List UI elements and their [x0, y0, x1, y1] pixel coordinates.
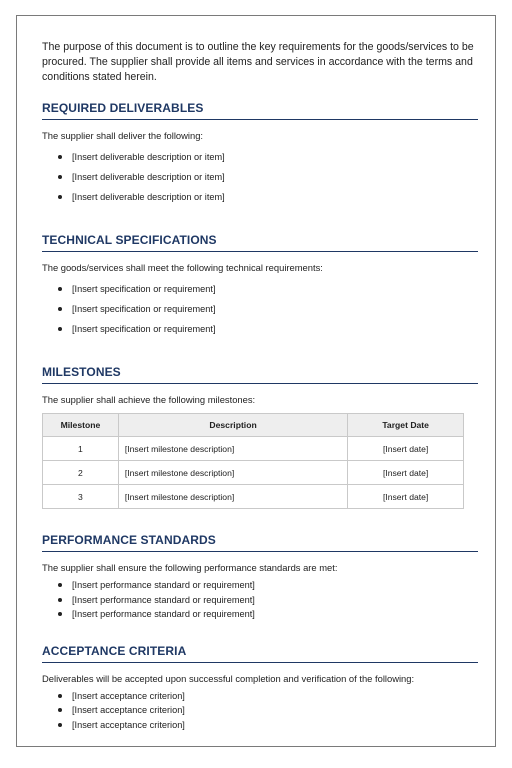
- section-heading-milestones: MILESTONES: [42, 365, 478, 384]
- column-header-description: Description: [118, 414, 347, 437]
- bullet-icon: [58, 307, 62, 311]
- deliverables-list: [42, 147, 478, 207]
- section-heading-performance: PERFORMANCE STANDARDS: [42, 533, 478, 552]
- list-item: [Insert acceptance criterion]: [42, 718, 478, 733]
- section-lead-acceptance: Deliverables will be accepted upon successful completion and verification of the following:: [42, 672, 415, 684]
- column-header-milestone: Milestone: [43, 414, 119, 437]
- list-item: [Insert specification or requirement]: [42, 279, 478, 299]
- milestones-table: [42, 413, 464, 509]
- bullet-icon: [58, 175, 62, 179]
- bullet-icon: [58, 155, 62, 159]
- list-item: [Insert specification or requirement]: [42, 319, 478, 339]
- milestone-number: 1: [43, 437, 119, 461]
- technical-list: [42, 279, 478, 339]
- list-item: [Insert specification or requirement]: [42, 299, 478, 319]
- list-item: [Insert performance standard or requirement]: [42, 593, 478, 608]
- section-lead-milestones: The supplier shall achieve the following milestones:: [42, 394, 256, 405]
- bullet-icon: [58, 195, 62, 199]
- list-item: [Insert performance standard or requirement]: [42, 607, 478, 622]
- section-lead-performance: The supplier shall ensure the following performance standards are met:: [42, 562, 338, 573]
- bullet-icon: [58, 694, 62, 698]
- list-item: [Insert deliverable description or item]: [42, 167, 478, 187]
- milestone-date: [Insert date]: [348, 437, 464, 461]
- table-header-row: [43, 414, 464, 437]
- section-milestones: [42, 365, 478, 509]
- milestone-date: [Insert date]: [348, 461, 464, 485]
- milestone-description: [Insert milestone description]: [118, 437, 347, 461]
- milestone-description: [Insert milestone description]: [118, 461, 347, 485]
- section-lead-technical: The goods/services shall meet the following technical requirements:: [42, 262, 323, 273]
- bullet-icon: [58, 583, 62, 587]
- section-technical: [42, 233, 478, 339]
- column-header-target-date: Target Date: [348, 414, 464, 437]
- document-content: [42, 40, 478, 732]
- table-row: [43, 485, 464, 509]
- section-lead-deliverables: The supplier shall deliver the following:: [42, 130, 204, 141]
- section-heading-acceptance: ACCEPTANCE CRITERIA: [42, 644, 478, 663]
- list-item: [Insert acceptance criterion]: [42, 703, 478, 718]
- list-item: [Insert deliverable description or item]: [42, 187, 478, 207]
- list-item: [Insert deliverable description or item]: [42, 147, 478, 167]
- document-page: [16, 15, 496, 747]
- section-heading-deliverables: REQUIRED DELIVERABLES: [42, 101, 478, 120]
- bullet-icon: [58, 708, 62, 712]
- milestone-date: [Insert date]: [348, 485, 464, 509]
- bullet-icon: [58, 723, 62, 727]
- milestone-description: [Insert milestone description]: [118, 485, 347, 509]
- acceptance-list: [42, 689, 478, 733]
- section-acceptance: [42, 644, 478, 733]
- list-item: [Insert performance standard or requirement]: [42, 578, 478, 593]
- section-heading-technical: TECHNICAL SPECIFICATIONS: [42, 233, 478, 252]
- list-item: [Insert acceptance criterion]: [42, 689, 478, 704]
- performance-list: [42, 578, 478, 622]
- bullet-icon: [58, 598, 62, 602]
- section-deliverables: [42, 101, 478, 207]
- milestone-number: 2: [43, 461, 119, 485]
- table-row: [43, 461, 464, 485]
- milestone-number: 3: [43, 485, 119, 509]
- bullet-icon: [58, 612, 62, 616]
- bullet-icon: [58, 287, 62, 291]
- table-row: [43, 437, 464, 461]
- section-performance: [42, 533, 478, 622]
- bullet-icon: [58, 327, 62, 331]
- intro-paragraph: The purpose of this document is to outline the key requirements for the goods/services to be procured. The supplier shall provide all items and services in accordance with the terms and conditions stated herein.: [42, 41, 474, 83]
